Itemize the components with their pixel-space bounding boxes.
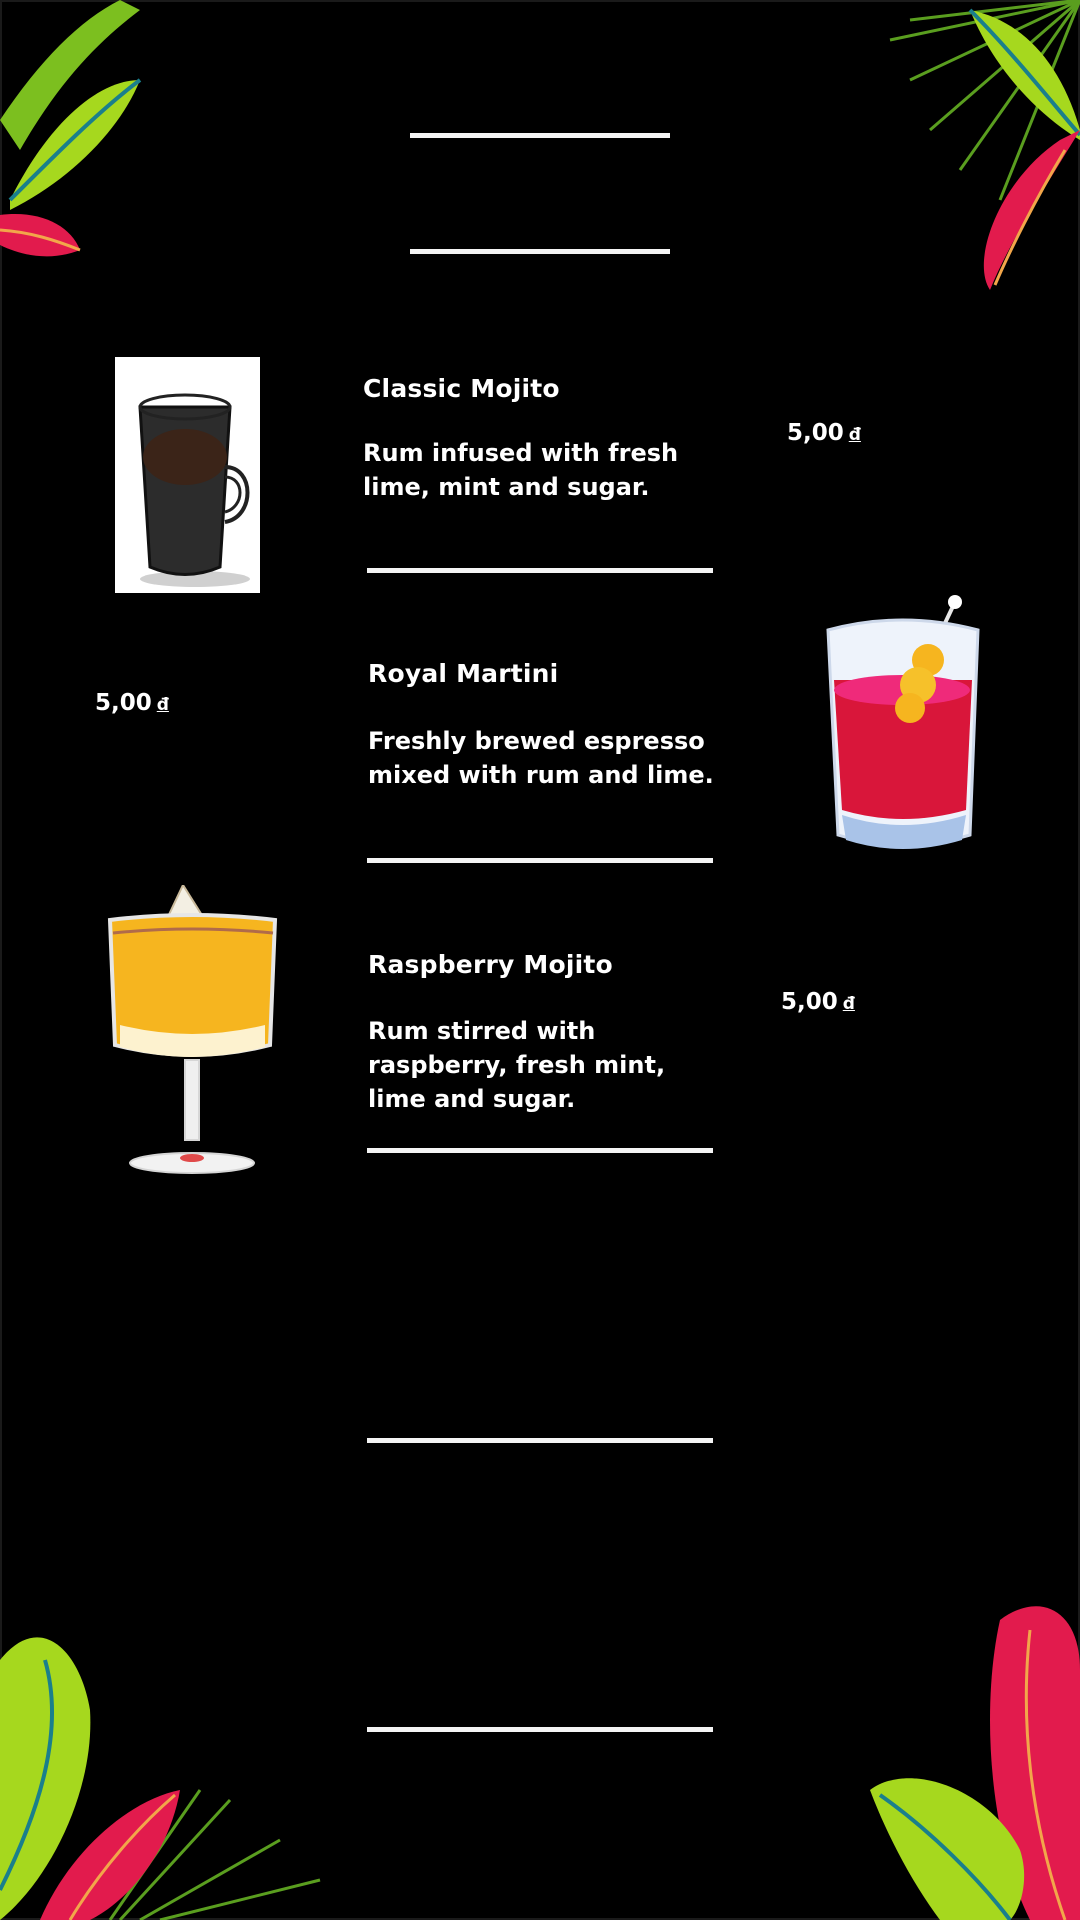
item-divider: [367, 858, 713, 863]
old-fashioned-glass-image: [820, 590, 985, 860]
item-divider: [367, 568, 713, 573]
item-description: Freshly brewed espresso mixed with rum and lime.: [368, 727, 714, 789]
item-divider: [367, 1148, 713, 1153]
item-title: Raspberry Mojito: [368, 950, 613, 979]
price-value: 5,00: [95, 690, 152, 716]
item-price: [781, 989, 855, 1015]
item-divider: [367, 1438, 713, 1443]
header-rule-bottom: [410, 249, 670, 254]
coupe-glass-image: [105, 885, 280, 1175]
currency-symbol: đ: [848, 425, 861, 445]
coupe-glass-icon: [105, 885, 280, 1175]
item-description: Rum stirred with raspberry, fresh mint, lime and sugar.: [368, 1017, 666, 1113]
coffee-cup-image: [115, 357, 260, 593]
item-price: [95, 690, 169, 716]
header-rule-top: [410, 133, 670, 138]
currency-symbol: đ: [842, 994, 855, 1014]
coffee-cup-icon: [115, 357, 260, 593]
item-title: Classic Mojito: [363, 374, 560, 403]
old-fashioned-glass-icon: [820, 590, 985, 860]
price-value: 5,00: [781, 989, 838, 1015]
item-price: [787, 420, 861, 446]
item-description: Rum infused with fresh lime, mint and sugar.: [363, 439, 679, 501]
item-title: Royal Martini: [368, 659, 559, 688]
currency-symbol: đ: [156, 695, 169, 715]
price-value: 5,00: [787, 420, 844, 446]
item-divider: [367, 1727, 713, 1732]
